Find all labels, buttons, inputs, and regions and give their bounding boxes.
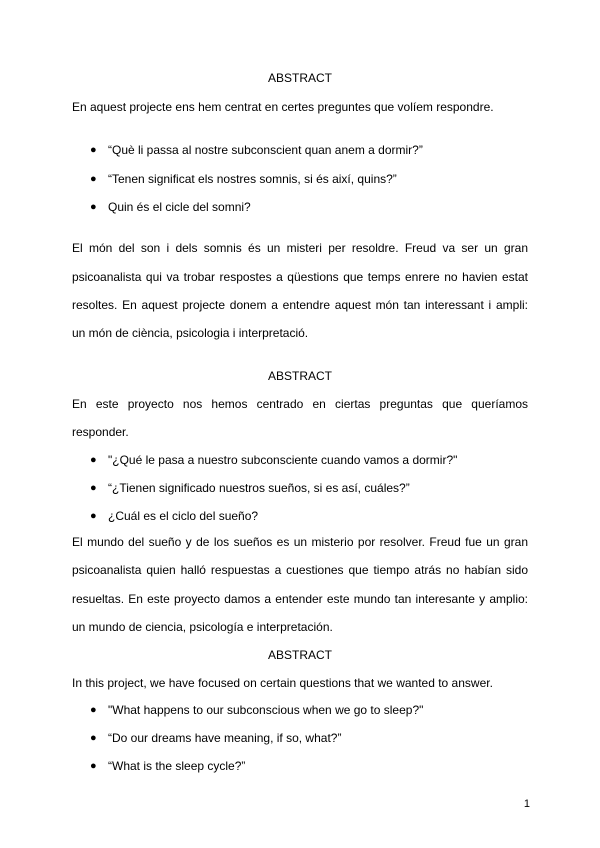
question-item-english-1: "What happens to our subconscious when we go to sleep?" bbox=[108, 703, 424, 717]
question-item-catalan-3: Quin és el cicle del somni? bbox=[108, 200, 251, 214]
question-item-english-3: “What is the sleep cycle?” bbox=[108, 759, 246, 773]
bullet-icon: ● bbox=[90, 201, 97, 213]
paragraph-line-catalan-2: psicoanalista qui va trobar respostes a qüestions que temps enrere no havien estat bbox=[72, 270, 528, 284]
question-item-spanish-2: “¿Tienen significado nuestros sueños, si es así, cuáles?” bbox=[108, 481, 410, 495]
paragraph-line-catalan-3: resoltes. En aquest projecte donem a entendre aquest món tan interessant i ampli: bbox=[72, 298, 528, 312]
paragraph-line-spanish-3: resueltas. En este proyecto damos a entender este mundo tan interesante y amplio: bbox=[72, 592, 528, 606]
bullet-icon: ● bbox=[90, 144, 97, 156]
question-item-catalan-1: “Què li passa al nostre subconscient quan anem a dormir?” bbox=[108, 143, 423, 157]
bullet-icon: ● bbox=[90, 704, 97, 716]
question-item-english-2: “Do our dreams have meaning, if so, what?” bbox=[108, 731, 342, 745]
bullet-icon: ● bbox=[90, 173, 97, 185]
bullet-icon: ● bbox=[90, 454, 97, 466]
intro-text-catalan: En aquest projecte ens hem centrat en certes preguntes que volíem respondre. bbox=[72, 100, 494, 114]
paragraph-line-spanish-1: El mundo del sueño y de los sueños es un misterio por resolver. Freud fue un gran bbox=[72, 535, 528, 549]
question-item-spanish-1: "¿Qué le pasa a nuestro subconsciente cuando vamos a dormir?" bbox=[108, 453, 458, 467]
question-item-spanish-3: ¿Cuál es el ciclo del sueño? bbox=[108, 509, 259, 523]
intro-text-english: In this project, we have focused on certain questions that we wanted to answer. bbox=[72, 676, 493, 690]
intro-line-spanish-1: En este proyecto nos hemos centrado en ciertas preguntas que queríamos bbox=[72, 397, 528, 411]
bullet-icon: ● bbox=[90, 732, 97, 744]
intro-line-spanish-2: responder. bbox=[72, 425, 129, 439]
page-number: 1 bbox=[523, 798, 530, 810]
question-item-catalan-2: “Tenen significat els nostres somnis, si és així, quins?” bbox=[108, 172, 397, 186]
bullet-icon: ● bbox=[90, 482, 97, 494]
bullet-icon: ● bbox=[90, 760, 97, 772]
bullet-icon: ● bbox=[90, 510, 97, 522]
section-heading-spanish: ABSTRACT bbox=[267, 369, 332, 383]
paragraph-line-catalan-4: un món de ciència, psicologia i interpretació. bbox=[72, 326, 309, 340]
section-heading-english: ABSTRACT bbox=[267, 648, 332, 662]
paragraph-line-spanish-4: un mundo de ciencia, psicología e interpretación. bbox=[72, 620, 333, 634]
section-heading-catalan: ABSTRACT bbox=[267, 71, 332, 85]
paragraph-line-spanish-2: psicoanalista quien halló respuestas a cuestiones que tiempo atrás no habían sido bbox=[72, 563, 528, 577]
paragraph-line-catalan-1: El món del son i dels somnis és un misteri per resoldre. Freud va ser un gran bbox=[72, 241, 528, 255]
